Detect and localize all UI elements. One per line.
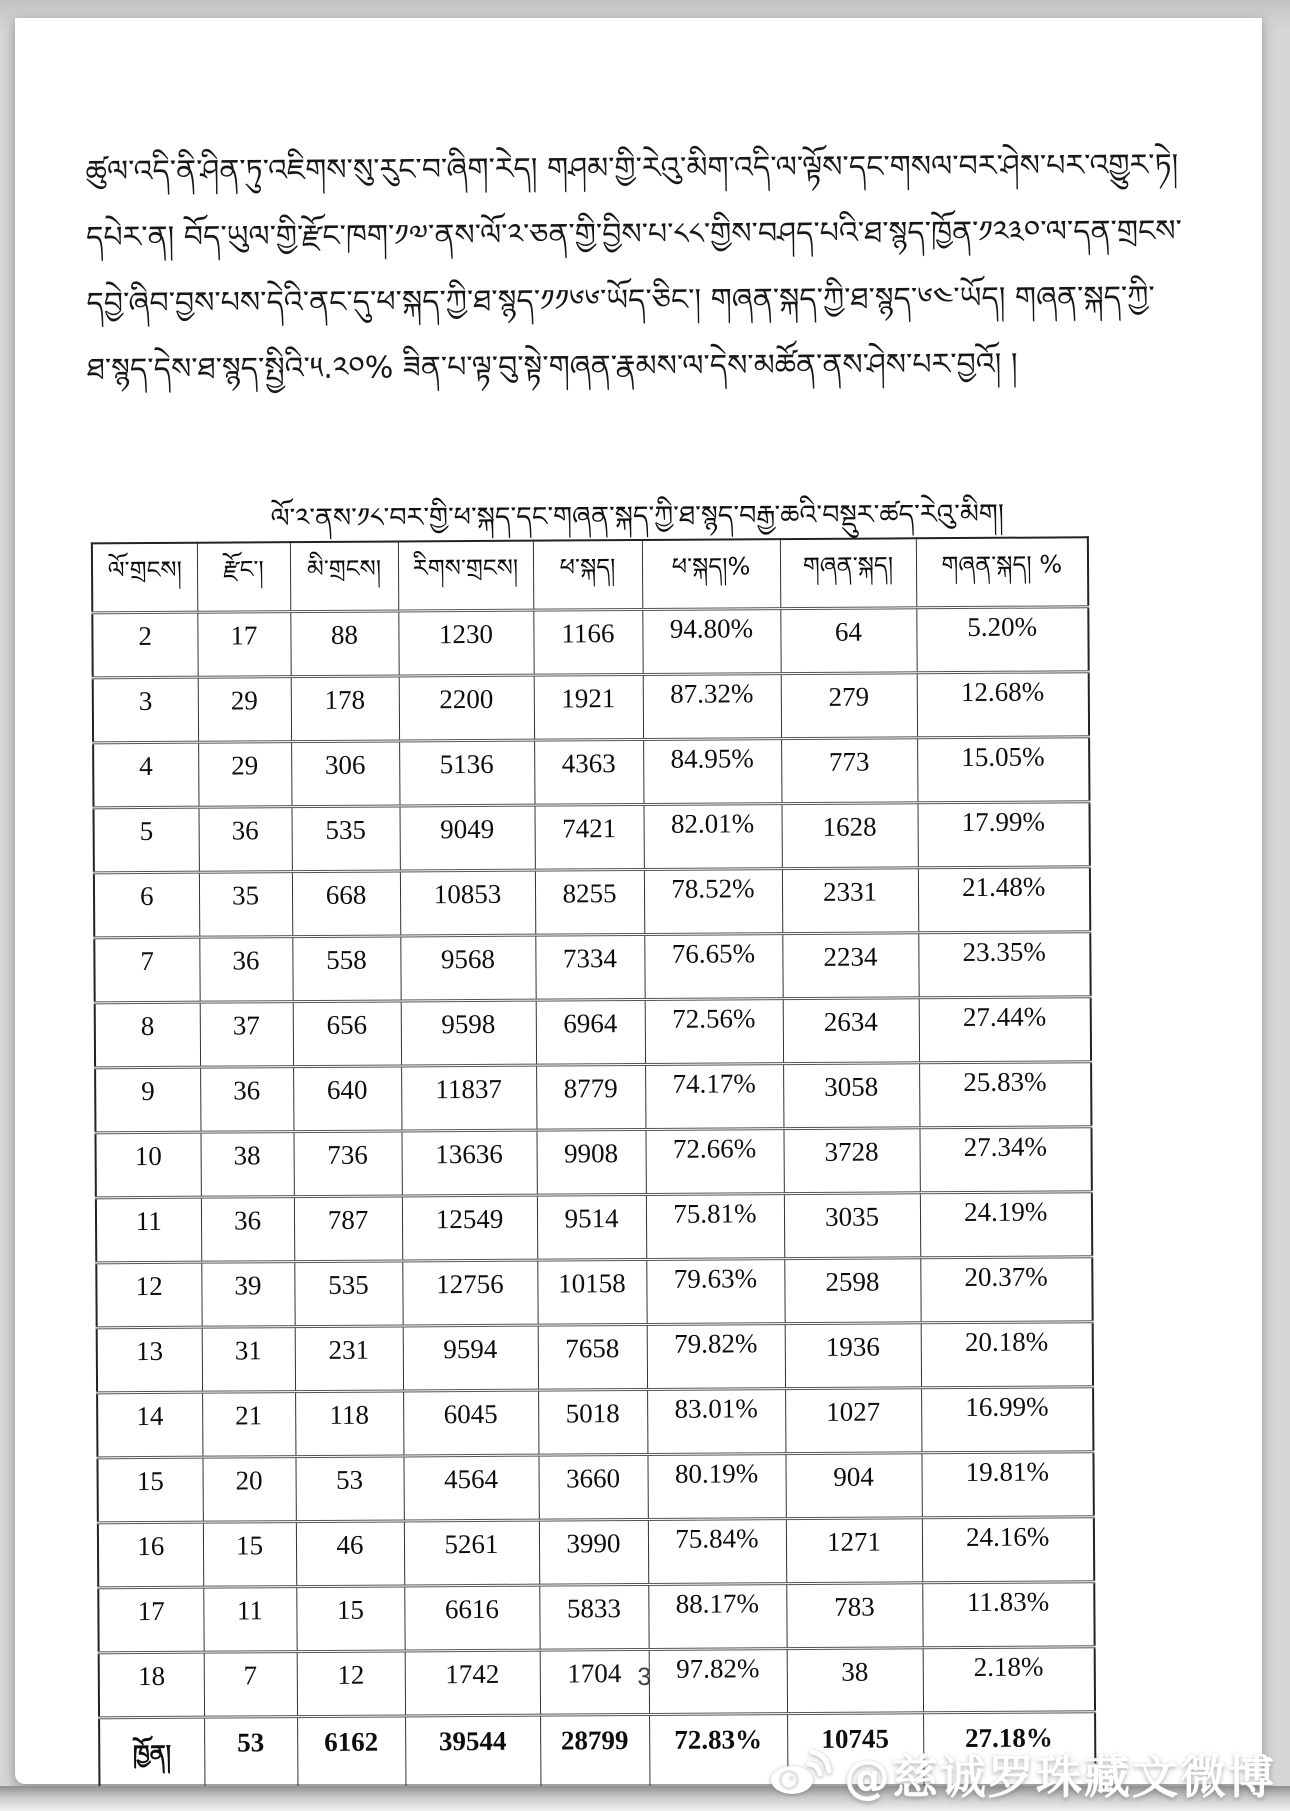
table-cell: ཁྱོན། [99,1717,204,1796]
table-cell: 9049 [399,805,534,871]
table-cell: 24.16% [922,1517,1094,1583]
column-header: རིགས་གྲངས། [398,541,533,611]
table-cell: 17 [98,1587,203,1653]
table-cell: 7658 [538,1324,647,1390]
table-cell: 8 [95,1002,200,1068]
table-cell: 17.99% [917,802,1089,868]
table-cell: 1628 [781,803,917,869]
table-cell: 21.48% [918,867,1090,933]
table-cell: 27.44% [919,997,1091,1063]
table-cell: 75.84% [648,1519,786,1585]
table-cell: 29 [198,742,291,808]
table-cell: 79.63% [646,1259,784,1325]
table-row [97,1322,1093,1393]
table-row [93,737,1089,808]
table-cell: 9514 [537,1194,646,1260]
table-row [96,1192,1092,1263]
table-cell: 535 [291,806,399,872]
column-header: མི་གྲངས། [290,541,398,611]
table-cell: 1742 [405,1650,540,1716]
table-cell: 13 [97,1327,202,1393]
table-cell: 83.01% [647,1389,785,1455]
table-cell: 9568 [400,935,535,1001]
table-cell: 5136 [399,740,534,806]
table-cell: 88.17% [648,1584,786,1650]
table-cell: 118 [295,1391,403,1457]
table-cell: 17 [197,612,290,678]
table-cell: 904 [785,1453,921,1519]
table-cell: 72.56% [645,999,783,1065]
table-cell: 3728 [783,1128,919,1194]
table-row [98,1582,1094,1653]
watermark [768,1741,1276,1807]
table-cell: 3 [93,677,198,743]
table-cell: 94.80% [642,609,780,675]
table-cell: 9594 [403,1325,538,1391]
table-cell: 558 [292,936,400,1002]
column-header: ཕ་སྐད།% [642,539,780,609]
table-cell: 10853 [400,870,535,936]
table-cell: 3058 [783,1063,919,1129]
table-cell: 16 [98,1522,203,1588]
table-cell: 1271 [786,1518,922,1584]
table-cell: 6964 [536,999,645,1065]
table-cell: 35 [199,872,292,938]
table-row [93,802,1089,873]
table-cell: 38 [787,1648,923,1714]
table-cell: 38 [200,1132,293,1198]
table-cell: 53 [204,1717,297,1796]
table-cell: 8255 [535,869,644,935]
table-cell: 5 [93,807,198,873]
paragraph-line: ཐ་སྙད་དེས་ཐ་སྙད་སྤྱིའི་༥.༢༠% ཟིན་པ་ལྟ་བུ་སྟེ་གཞན་རྣམས་ལ་དེས་མཚོན་ནས་ཤེས་པར་བྱའོ། ། [86,346,1018,388]
table-cell: 2598 [784,1258,920,1324]
table-cell: 19.81% [921,1452,1093,1518]
table-cell: 7 [94,937,199,1003]
table-row [93,672,1089,743]
table-cell: 5.20% [916,607,1088,673]
table-cell: 28799 [540,1714,649,1793]
paragraph-line: དབྱེ་ཞིབ་བྱས་པས་དེའི་ནང་དུ་ཕ་སྐད་ཀྱི་ཐ་སྙད་༡༡༦༦་ཡོད་ཅིང་། གཞན་སྐད་ཀྱི་ཐ་སྙད་༦༤་ཡོད། གཞན་སྐད་ཀྱི་ [86,279,1155,322]
table-cell: 1027 [785,1388,921,1454]
table-cell: 11 [203,1587,296,1653]
table-cell: 27.34% [919,1127,1091,1193]
table-cell: 15 [296,1586,404,1652]
table-cell: 4 [93,742,198,808]
table-cell: 10 [95,1132,200,1198]
table-cell: 10158 [537,1259,646,1325]
table-cell: 10745 [787,1713,923,1792]
table-cell: 2234 [782,933,918,999]
column-header: ཕ་སྐད། [533,540,642,610]
table-row [97,1452,1093,1523]
table-cell: 2331 [782,868,918,934]
table-cell: 640 [293,1066,401,1132]
column-header: ལོ་གྲངས། [92,543,197,613]
table-cell: 5833 [539,1584,648,1650]
table-cell: 2 [92,612,197,678]
table-cell: 11837 [401,1065,536,1131]
table-cell: 535 [294,1261,402,1327]
table-row [94,867,1090,938]
table-cell: 1936 [785,1323,921,1389]
table-cell: 787 [294,1196,402,1262]
table-cell: 3660 [538,1454,647,1520]
table-row [94,932,1090,1003]
table-cell: 20.37% [920,1257,1092,1323]
table-cell: 15.05% [917,737,1089,803]
table-cell: 1230 [398,610,533,676]
paragraph-line: ཚུལ་འདི་ནི་ཤིན་ཏུ་འཇིགས་སུ་རུང་བ་ཞིག་རེད། གཤམ་གྱི་རེའུ་མིག་འདི་ལ་ལྟོས་དང་གསལ་བར་ཤེས་པར་འགྱུར་ཏེ། [85,147,1179,190]
table-cell: 36 [200,1067,293,1133]
table-cell: 76.65% [644,934,782,1000]
table-row [95,1062,1091,1133]
weibo-icon [768,1742,832,1807]
table-cell: 2200 [399,675,534,741]
table-cell: 1921 [534,674,643,740]
table-cell: 4363 [534,739,643,805]
table-cell: 7334 [535,934,644,1000]
table-cell: 36 [201,1197,294,1263]
table-cell: 11.83% [922,1582,1094,1648]
table-cell: 12 [297,1651,405,1717]
table-row [97,1387,1093,1458]
table-cell: 15 [203,1522,296,1588]
table-cell: 1704 [540,1649,649,1715]
column-header: རྫོང་། [197,542,290,612]
page-number: 3 [637,1662,652,1692]
table-cell: 20.18% [921,1322,1093,1388]
table-cell: 13636 [401,1130,536,1196]
table-cell: 12 [96,1262,201,1328]
table-cell: 25.83% [919,1062,1091,1128]
table-cell: 668 [292,871,400,937]
page-content [11,14,1269,1788]
table-cell: 97.82% [649,1649,787,1715]
table-cell: 9598 [401,1000,536,1066]
table-cell: 84.95% [643,739,781,805]
table-cell: 6162 [297,1716,405,1795]
table-cell: 39 [201,1262,294,1328]
table-cell: 18 [99,1652,204,1718]
table-cell: 27.18% [923,1712,1095,1792]
table-cell: 20 [202,1457,295,1523]
table-cell: 231 [295,1326,403,1392]
table-cell: 3990 [539,1519,648,1585]
table-cell: 9 [95,1067,200,1133]
table-cell: 14 [97,1392,202,1458]
table-cell: 8779 [536,1064,645,1130]
table-cell: 5261 [404,1520,539,1586]
table-cell: 6045 [403,1390,538,1456]
table-cell: 1166 [533,609,642,675]
body-paragraph [85,132,1215,403]
table-cell: 2634 [783,998,919,1064]
table-cell: 46 [296,1521,404,1587]
table-cell: 75.81% [646,1194,784,1260]
table-row [96,1257,1092,1328]
table-cell: 21 [202,1392,295,1458]
table-cell: 53 [295,1456,403,1522]
table-cell: 24.19% [920,1192,1092,1258]
paragraph-line: དཔེར་ན། བོད་ཡུལ་གྱི་རྫོང་ཁག་༡༧་ནས་ལོ་༢་ཅན་གྱི་བྱིས་པ་༨༨་གྱིས་བཤད་པའི་ཐ་སྙད་ཁྱོན་༡༢༣༠་ལ་དན་གྲངས་ [85,213,1182,256]
table-cell: 12549 [402,1195,537,1261]
table-cell: 39544 [405,1715,540,1794]
table-row [95,997,1091,1068]
table-cell: 88 [290,611,398,677]
table-cell: 306 [291,741,399,807]
table-cell: 64 [780,608,916,674]
table-cell: 79.82% [647,1324,785,1390]
watermark-text: @慈诚罗珠藏文微博 [844,1750,1276,1804]
table-cell: 23.35% [918,932,1090,998]
table-row [92,607,1088,678]
column-header: གཞན་སྐད། % [916,537,1088,608]
table-cell: 736 [293,1131,401,1197]
table-cell: 279 [781,673,917,739]
table-cell: 11 [96,1197,201,1263]
table-cell: 72.83% [649,1714,787,1793]
table-cell: 3035 [784,1193,920,1259]
table-cell: 72.66% [645,1129,783,1195]
table-row [98,1517,1094,1588]
table-cell: 783 [786,1583,922,1649]
table-cell: 7421 [534,804,643,870]
table-cell: 74.17% [645,1064,783,1130]
table-cell: 9908 [536,1129,645,1195]
data-table [91,536,1097,1797]
table-cell: 16.99% [921,1387,1093,1453]
table-cell: 31 [202,1327,295,1393]
table-cell: 6 [94,872,199,938]
table-cell: 178 [291,676,399,742]
table-row [95,1127,1091,1198]
table-cell: 29 [198,677,291,743]
table-title: ལོ་༢་ནས་༡༨་བར་གྱི་ཕ་སྐད་དང་གཞན་སྐད་ཀྱི་ཐ་སྙད་བརྒྱ་ཆའི་བསྡུར་ཚད་རེའུ་མིག། [270,498,1004,535]
table-cell: 4564 [403,1455,538,1521]
table-cell: 6616 [404,1585,539,1651]
table-cell: 773 [781,738,917,804]
table-cell: 37 [200,1002,293,1068]
table-cell: 5018 [538,1389,647,1455]
table-cell: 656 [293,1001,401,1067]
table-cell: 78.52% [644,869,782,935]
table-cell: 12.68% [917,672,1089,738]
document-page [15,18,1262,1784]
table-cell: 87.32% [643,674,781,740]
table-cell: 36 [199,937,292,1003]
table-cell: 12756 [402,1260,537,1326]
table-cell: 36 [198,807,291,873]
table-header-row [92,537,1088,613]
table-cell: 15 [97,1457,202,1523]
column-header: གཞན་སྐད། [780,538,916,608]
table-cell: 2.18% [923,1647,1095,1713]
table-cell: 82.01% [643,804,781,870]
table-cell: 7 [204,1652,297,1718]
table-cell: 80.19% [647,1454,785,1520]
